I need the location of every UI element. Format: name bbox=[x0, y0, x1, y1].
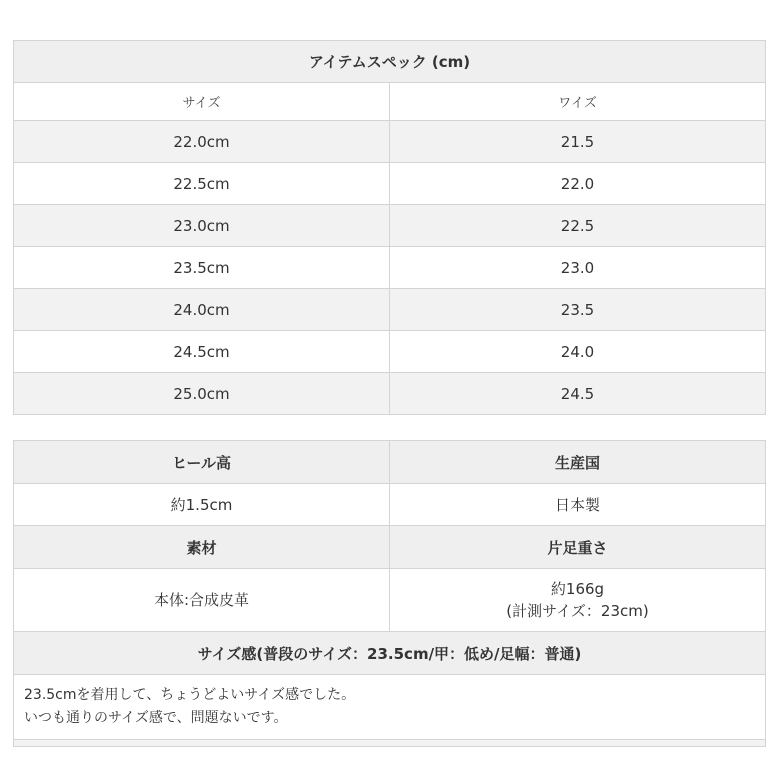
weight-label: 片足重さ bbox=[390, 526, 766, 569]
table-row bbox=[14, 289, 766, 331]
heel-height-value: 約1.5cm bbox=[14, 484, 390, 526]
weight-value bbox=[390, 569, 766, 632]
table-row bbox=[14, 121, 766, 163]
size-cell: 22.0cm bbox=[14, 121, 390, 163]
size-cell: 23.5cm bbox=[14, 247, 390, 289]
fit-comment bbox=[14, 675, 766, 740]
heel-height-label: ヒール高 bbox=[14, 441, 390, 484]
material-value: 本体:合成皮革 bbox=[14, 569, 390, 632]
width-column-header: ワイズ bbox=[390, 83, 766, 121]
width-cell: 22.0 bbox=[390, 163, 766, 205]
item-detail-table bbox=[13, 440, 766, 747]
width-cell: 24.5 bbox=[390, 373, 766, 415]
fit-comment-line: いつも通りのサイズ感で、問題ないです。 bbox=[24, 710, 288, 726]
size-cell: 22.5cm bbox=[14, 163, 390, 205]
width-cell: 24.0 bbox=[390, 331, 766, 373]
table-footer-strip bbox=[14, 740, 766, 747]
size-column-header: サイズ bbox=[14, 83, 390, 121]
weight-measure-note: (計測サイズ：23cm) bbox=[506, 602, 649, 620]
material-label: 素材 bbox=[14, 526, 390, 569]
width-cell: 23.0 bbox=[390, 247, 766, 289]
table-row bbox=[14, 163, 766, 205]
size-cell: 25.0cm bbox=[14, 373, 390, 415]
table-row bbox=[14, 247, 766, 289]
weight-value-main: 約166g bbox=[550, 580, 605, 598]
item-spec-table bbox=[13, 40, 766, 415]
fit-label: サイズ感(普段のサイズ：23.5cm/甲：低め/足幅：普通) bbox=[14, 632, 766, 675]
size-cell: 24.0cm bbox=[14, 289, 390, 331]
width-cell: 21.5 bbox=[390, 121, 766, 163]
spec-table-title: アイテムスペック (cm) bbox=[14, 41, 766, 83]
table-row bbox=[14, 373, 766, 415]
size-cell: 23.0cm bbox=[14, 205, 390, 247]
fit-comment-line: 23.5cmを着用して、ちょうどよいサイズ感でした。 bbox=[24, 687, 356, 703]
origin-value: 日本製 bbox=[390, 484, 766, 526]
size-cell: 24.5cm bbox=[14, 331, 390, 373]
table-row bbox=[14, 331, 766, 373]
origin-label: 生産国 bbox=[390, 441, 766, 484]
width-cell: 22.5 bbox=[390, 205, 766, 247]
width-cell: 23.5 bbox=[390, 289, 766, 331]
table-row bbox=[14, 205, 766, 247]
